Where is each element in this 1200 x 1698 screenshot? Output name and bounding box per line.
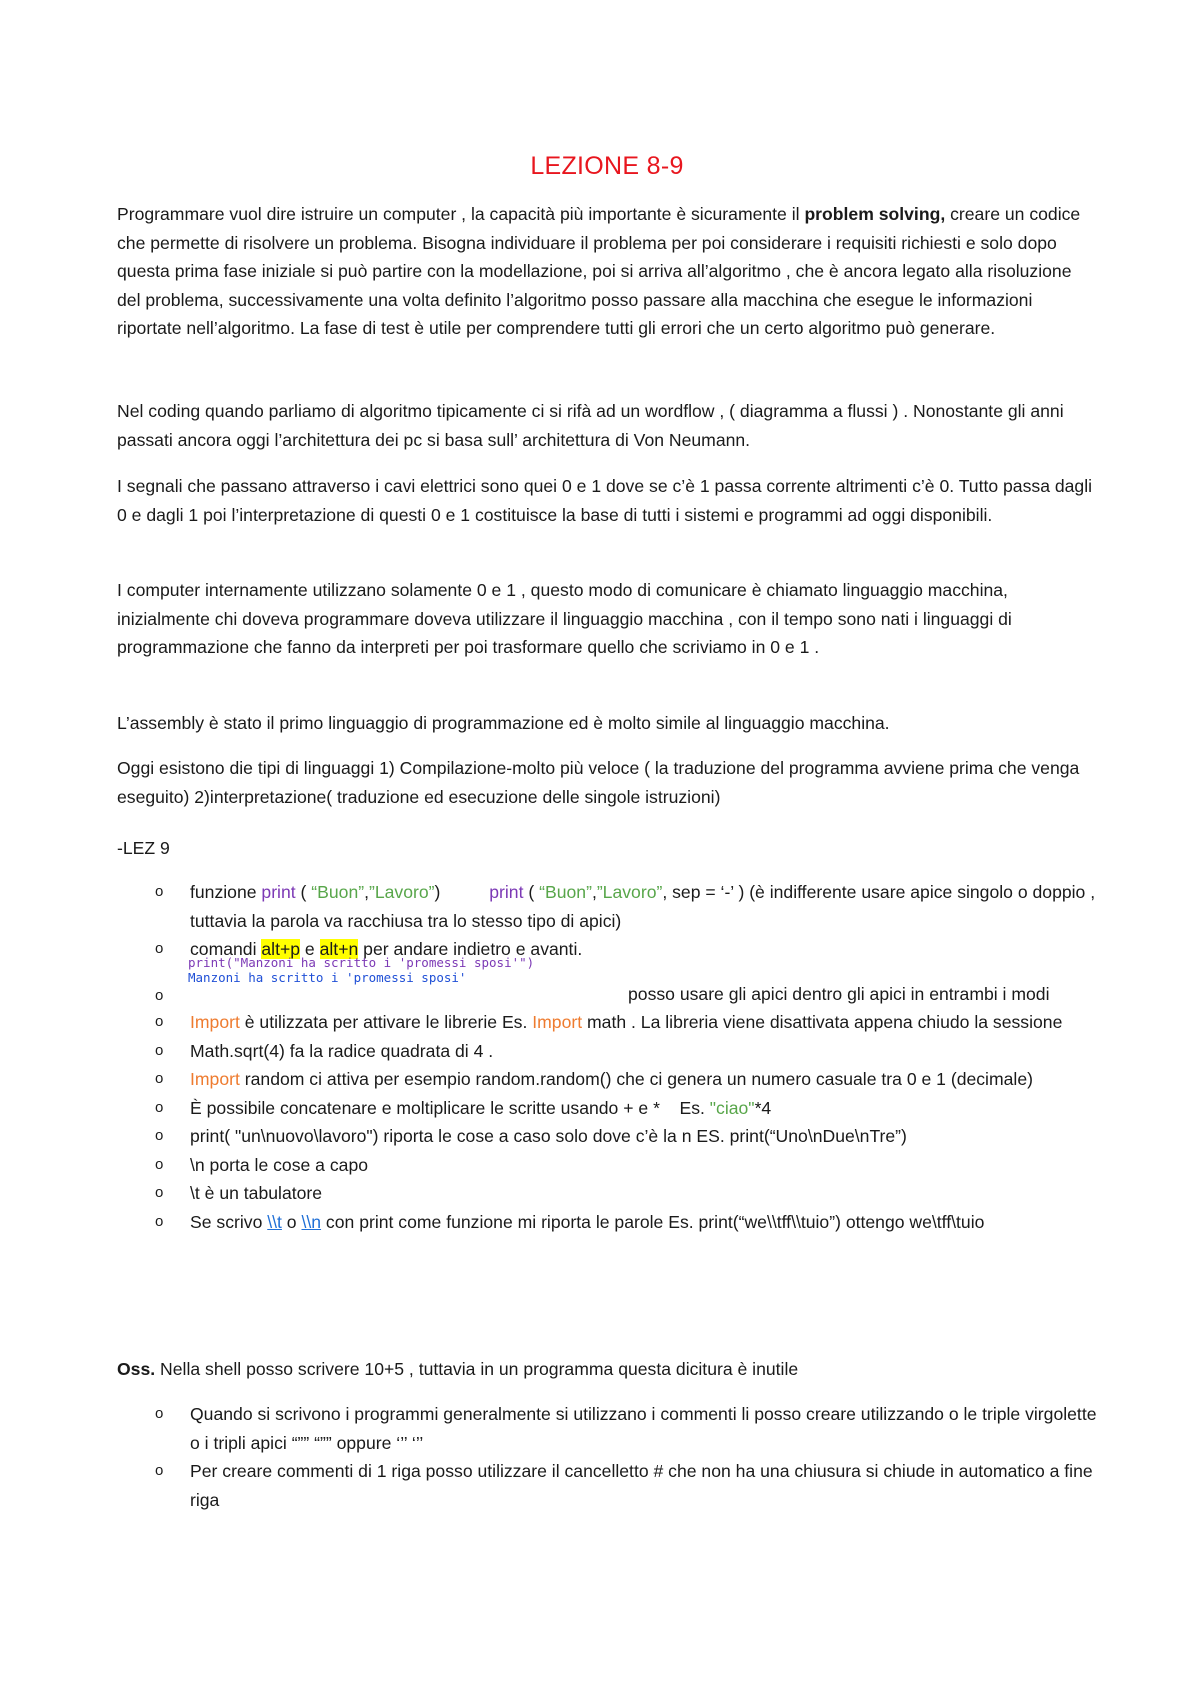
list-item xyxy=(155,1008,1097,1037)
bullet-marker: o xyxy=(155,1462,164,1479)
intro-paragraph xyxy=(117,200,1097,343)
string-literal: ”Lavoro” xyxy=(368,882,435,902)
keyword-print: print xyxy=(489,882,524,902)
escape-link[interactable]: \\n xyxy=(301,1211,322,1232)
bullet-marker: o xyxy=(155,1098,164,1116)
bullet-marker: o xyxy=(155,1212,164,1230)
list-item xyxy=(155,1151,1097,1180)
keyword-import: Import xyxy=(532,1012,583,1032)
lez9-heading: -LEZ 9 xyxy=(117,838,170,858)
page-title: LEZIONE 8-9 xyxy=(530,152,684,180)
comments-bullet-list xyxy=(155,1400,1097,1514)
list-item xyxy=(155,1208,1097,1237)
bullet-marker: o xyxy=(155,1013,164,1030)
list-item xyxy=(155,1179,1097,1208)
bullet-text: *4 xyxy=(754,1097,772,1118)
bullet-text: Per creare commenti di 1 riga posso utilizzare il cancelletto # che non ha una chiusura si chiude in automatico a fine riga xyxy=(190,1461,1093,1510)
code-snippet-image xyxy=(188,955,534,985)
bullet-text: math . La libreria viene disattivata appena chiudo la sessione xyxy=(582,1012,1063,1032)
bullet-text: o xyxy=(281,1211,302,1232)
bullet-text: È possibile concatenare e moltiplicare le scritte usando + e * Es. xyxy=(190,1097,710,1118)
bullet-text: print( "un\nuovo\lavoro") riporta le cose a caso solo dove c’è la n ES. print(“Uno\nDue\nTre”) xyxy=(190,1126,907,1146)
bullet-text: per andare indietro e avanti. xyxy=(358,939,583,959)
oss-label: Oss. xyxy=(117,1359,156,1379)
string-literal: ”Lavoro” xyxy=(596,882,663,902)
shortcut-highlight: alt+n xyxy=(319,939,359,959)
bullet-text: funzione xyxy=(190,882,262,902)
bullet-text: posso usare gli apici dentro gli apici in entrambi i modi xyxy=(628,983,1050,1004)
bullet-text: random ci attiva per esempio random.random() che ci genera un numero casuale tra 0 e 1 (decimale) xyxy=(239,1069,1033,1089)
problem-solving-bold: problem solving, xyxy=(804,204,946,224)
bullet-marker: o xyxy=(155,1127,164,1144)
bullet-text: , sep = ‘-’ ) (è indifferente usare apice singolo o doppio , tuttavia la parola va racchiusa tra lo stesso tipo di apici) xyxy=(190,882,1096,931)
list-item xyxy=(155,1122,1097,1151)
oss-paragraph xyxy=(117,1355,1097,1384)
shortcut-highlight: alt+p xyxy=(261,939,301,959)
machine-language-paragraph: I computer internamente utilizzano solamente 0 e 1 , questo modo di comunicare è chiamato linguaggio macchina, inizialmente chi doveva programmare doveva utilizzare il linguaggio macchina , con il tempo sono nati i linguaggi di programmazione che fanno da interpreti per poi trasformare quello che scriviamo in 0 e 1 . xyxy=(117,580,1012,657)
bullet-text: con print come funzione mi riporta le parole Es. print(“we\\tff\\tuio”) ottengo we\tff\tuio xyxy=(321,1211,985,1232)
keyword-print: print xyxy=(261,882,296,902)
bullet-text: \t è un tabulatore xyxy=(190,1183,323,1203)
bullet-marker: o xyxy=(155,1041,164,1059)
bullet-text: comandi xyxy=(190,939,262,959)
code-line-output: Manzoni ha scritto i 'promessi sposi' xyxy=(188,970,467,985)
bullet-text: \n porta le cose a capo xyxy=(190,1154,369,1175)
string-literal: “Buon” xyxy=(311,882,365,902)
list-item xyxy=(155,878,1097,935)
bullet-text: Se scrivo xyxy=(190,1211,268,1232)
keyword-import: Import xyxy=(190,1069,240,1089)
code-line-command: print("Manzoni ha scritto i 'promessi sposi'") xyxy=(188,955,535,970)
bullet-text: ( xyxy=(295,882,312,902)
bullet-marker: o xyxy=(155,883,164,900)
bullet-marker: o xyxy=(155,986,164,1004)
intro-text: Programmare vuol dire istruire un computer , la capacità più importante è sicuramente il xyxy=(117,204,805,224)
string-literal: “Buon” xyxy=(539,882,592,902)
bullet-marker: o xyxy=(155,1155,164,1173)
escape-link[interactable]: \\t xyxy=(267,1211,282,1232)
keyword-import: Import xyxy=(190,1012,240,1032)
bullet-marker: o xyxy=(155,1405,164,1422)
string-literal: "ciao" xyxy=(709,1097,755,1118)
signals-paragraph: I segnali che passano attraverso i cavi elettrici sono quei 0 e 1 dove se c’è 1 passa corrente altrimenti c’è 0. Tutto passa dagli 0 e dagli 1 poi l’interpretazione di questi 0 e 1 costituisce la base di tutti i sistemi e programmi ad oggi disponibili. xyxy=(117,476,1093,525)
intro-text-cont: creare un codice che permette di risolvere un problema. Bisogna individuare il problema per poi considerare i requisiti richiesti e solo dopo questa prima fase iniziale si può partire con la modellazione, poi si arriva all’algoritmo , che è ancora legato alla risoluzione del problema, successivamente una volta definito l’algoritmo posso passare alla macchina che esegue le informazioni riportate nell’algoritmo. La fase di test è utile per comprendere tutti gli errori che un certo algoritmo può generare. xyxy=(117,204,1081,338)
bullet-text: Math.sqrt(4) fa la radice quadrata di 4 . xyxy=(190,1040,494,1061)
assembly-paragraph: L’assembly è stato il primo linguaggio di programmazione ed è molto simile al linguaggio macchina. xyxy=(117,713,890,733)
bullet-text: , xyxy=(364,882,369,902)
oss-text: Nella shell posso scrivere 10+5 , tuttavia in un programma questa dicitura è inutile xyxy=(155,1359,799,1379)
bullet-text: , xyxy=(591,882,597,902)
list-item xyxy=(155,1065,1097,1094)
coding-paragraph: Nel coding quando parliamo di algoritmo tipicamente ci si rifà ad un wordflow , ( diagramma a flussi ) . Nonostante gli anni passati ancora oggi l’architettura dei pc si basa sull’ architettura di Von Neumann. xyxy=(117,401,1064,450)
lez9-bullet-list xyxy=(155,878,1097,1236)
list-item xyxy=(155,1094,1097,1123)
bullet-text: e xyxy=(300,939,320,959)
bullet-text: è utilizzata per attivare le librerie Es. xyxy=(239,1012,533,1032)
list-item xyxy=(155,1400,1097,1457)
bullet-marker: o xyxy=(155,940,164,957)
language-types-paragraph: Oggi esistono die tipi di linguaggi 1) Compilazione-molto più veloce ( la traduzione del programma avviene prima che venga eseguito) 2)interpretazione( traduzione ed esecuzione delle singole istruzioni) xyxy=(117,758,1080,807)
list-item xyxy=(155,1037,1097,1066)
bullet-marker: o xyxy=(155,1070,164,1087)
list-item xyxy=(155,1457,1097,1514)
bullet-text: Quando si scrivono i programmi generalmente si utilizzano i commenti li posso creare utilizzando o le triple virgolette o i tripli apici “”” “”” oppure ‘’’ ‘’’ xyxy=(190,1404,1097,1453)
bullet-text: ) xyxy=(434,882,490,902)
bullet-text: ( xyxy=(523,882,540,902)
bullet-marker: o xyxy=(155,1184,164,1201)
